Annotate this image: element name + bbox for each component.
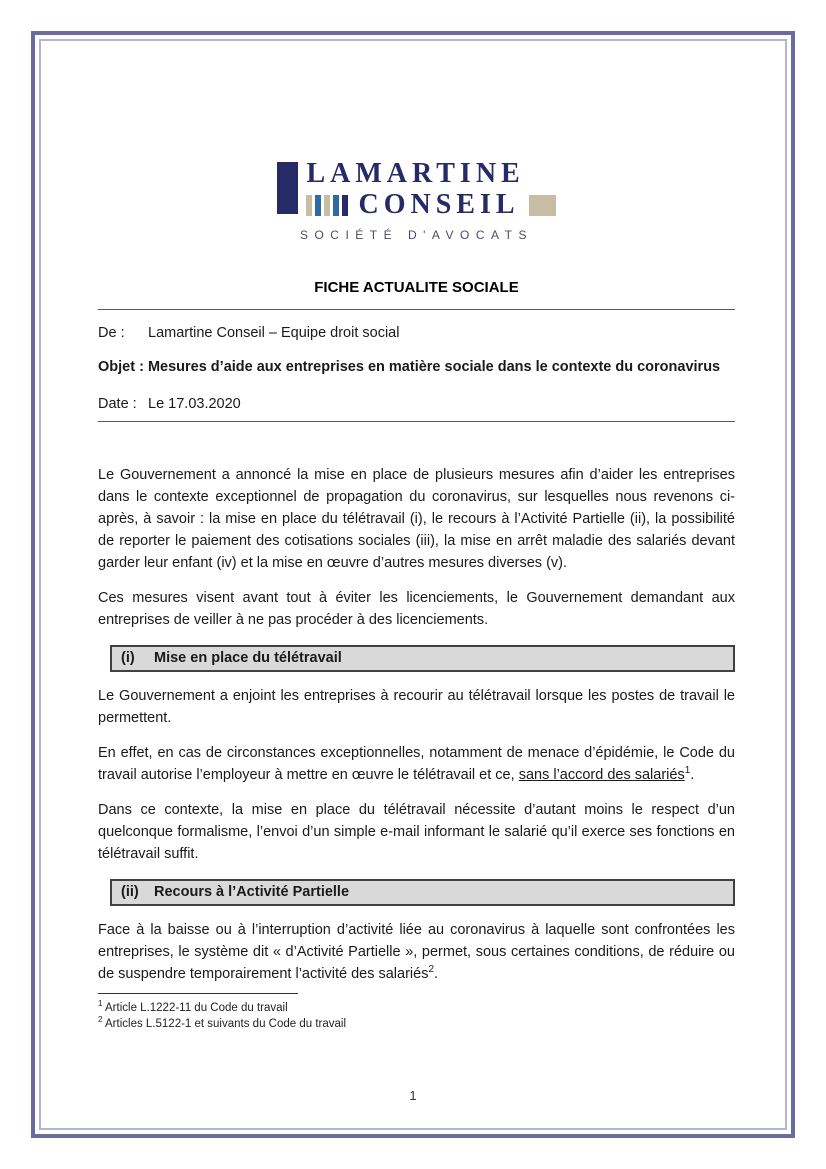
logo-block-icon <box>277 162 298 214</box>
section-header-activite-partielle <box>110 879 735 906</box>
footnotes <box>98 993 598 1032</box>
underlined-text: sans l’accord des salariés <box>518 767 685 783</box>
logo-line1: LAMARTINE <box>306 158 525 189</box>
logo-bar-icon <box>324 195 330 216</box>
logo-bar-icon <box>333 195 339 216</box>
footnote-text: Articles L.5122-1 et suivants du Code du travail <box>105 1018 347 1030</box>
paragraph-text: En effet, en cas de circonstances exceptionnelles, notamment de menace d’épidémie, le Code du travail autorise l’employeur à mettre en œuvre le télétravail et ce, <box>98 745 735 783</box>
paragraph-text: Face à la baisse ou à l’interruption d’activité liée au coronavirus à laquelle sont confrontées les entreprises, le système dit « d’Activité Partielle », permet, sous certaines conditions, de réduire ou de suspendre temporairement l’activité des salariés <box>98 922 735 982</box>
logo-line2-word: CONSEIL <box>358 189 520 220</box>
logo-bar-icon <box>306 195 312 216</box>
footnote-1 <box>98 1000 598 1016</box>
logo-bar-icon <box>315 195 321 216</box>
paragraph-code-travail <box>98 742 735 786</box>
section-number: (i) <box>121 650 135 666</box>
page-content <box>98 0 735 1169</box>
paragraph-tail: . <box>434 966 439 982</box>
logo-bars-icon <box>306 195 348 216</box>
footnote-ref-2: 2 <box>428 964 435 976</box>
logo-subtitle: SOCIÉTÉ D'AVOCATS <box>299 228 533 242</box>
divider-meta <box>98 421 735 422</box>
meta-from-row <box>98 323 735 343</box>
footnote-text: Article L.1222-11 du Code du travail <box>105 1002 288 1014</box>
paragraph-formalisme: Dans ce contexte, la mise en place du télétravail nécessite d’autant moins le respect d’un quelconque formalisme, l’envoi d’un simple e-mail informant le salarié qu’il exerce ses fonctions en télétravail suffit. <box>98 802 735 862</box>
paragraph-activite-partielle <box>98 919 735 985</box>
page-number: 1 <box>409 1088 417 1103</box>
paragraph-tail: . <box>690 767 695 783</box>
from-label: De : <box>98 325 125 341</box>
logo-main <box>277 160 555 219</box>
subject-line: Objet : Mesures d’aide aux entreprises en matière sociale dans le contexte du coronavirus <box>98 359 721 375</box>
section-title: Recours à l’Activité Partielle <box>154 884 350 900</box>
footnote-number: 2 <box>98 1015 103 1025</box>
paragraph-licenciements: Ces mesures visent avant tout à éviter les licenciements, le Gouvernement demandant aux entreprises de veiller à ne pas procéder à des licenciements. <box>98 590 735 628</box>
logo-line2 <box>306 191 555 219</box>
date-value: Le 17.03.2020 <box>148 396 241 412</box>
logo-bar-icon <box>342 195 348 216</box>
section-header-teletravail <box>110 645 735 672</box>
lamartine-conseil-logo <box>277 160 555 242</box>
section-number: (ii) <box>121 884 139 900</box>
page-title: FICHE ACTUALITE SOCIALE <box>314 279 519 296</box>
divider-top <box>98 309 735 310</box>
from-value: Lamartine Conseil – Equipe droit social <box>148 325 400 341</box>
meta-date-row <box>98 394 735 414</box>
paragraph-intro: Le Gouvernement a annoncé la mise en place de plusieurs mesures afin d’aider les entreprises dans le contexte exceptionnel de propagation du coronavirus, sur lesquelles nous revenons ci-après, à savoir : la mise en place du télétravail (i), le recours à l’Activité Partielle (ii), la possibilité de reporter le paiement des cotisations sociales (iii), la mise en arrêt maladie des salariés devant garder leur enfant (iv) et la mise en œuvre d’autres mesures diverses (v). <box>98 467 735 571</box>
date-label: Date : <box>98 396 137 412</box>
footnote-2 <box>98 1016 598 1032</box>
logo-text <box>306 160 555 219</box>
footnote-number: 1 <box>98 999 103 1009</box>
logo-square-icon <box>529 195 556 216</box>
paragraph-enjoint: Le Gouvernement a enjoint les entreprises à recourir au télétravail lorsque les postes de travail le permettent. <box>98 688 735 726</box>
section-title: Mise en place du télétravail <box>154 650 342 666</box>
footnote-separator <box>98 993 298 994</box>
footnote-ref-1: 1 <box>684 765 691 777</box>
